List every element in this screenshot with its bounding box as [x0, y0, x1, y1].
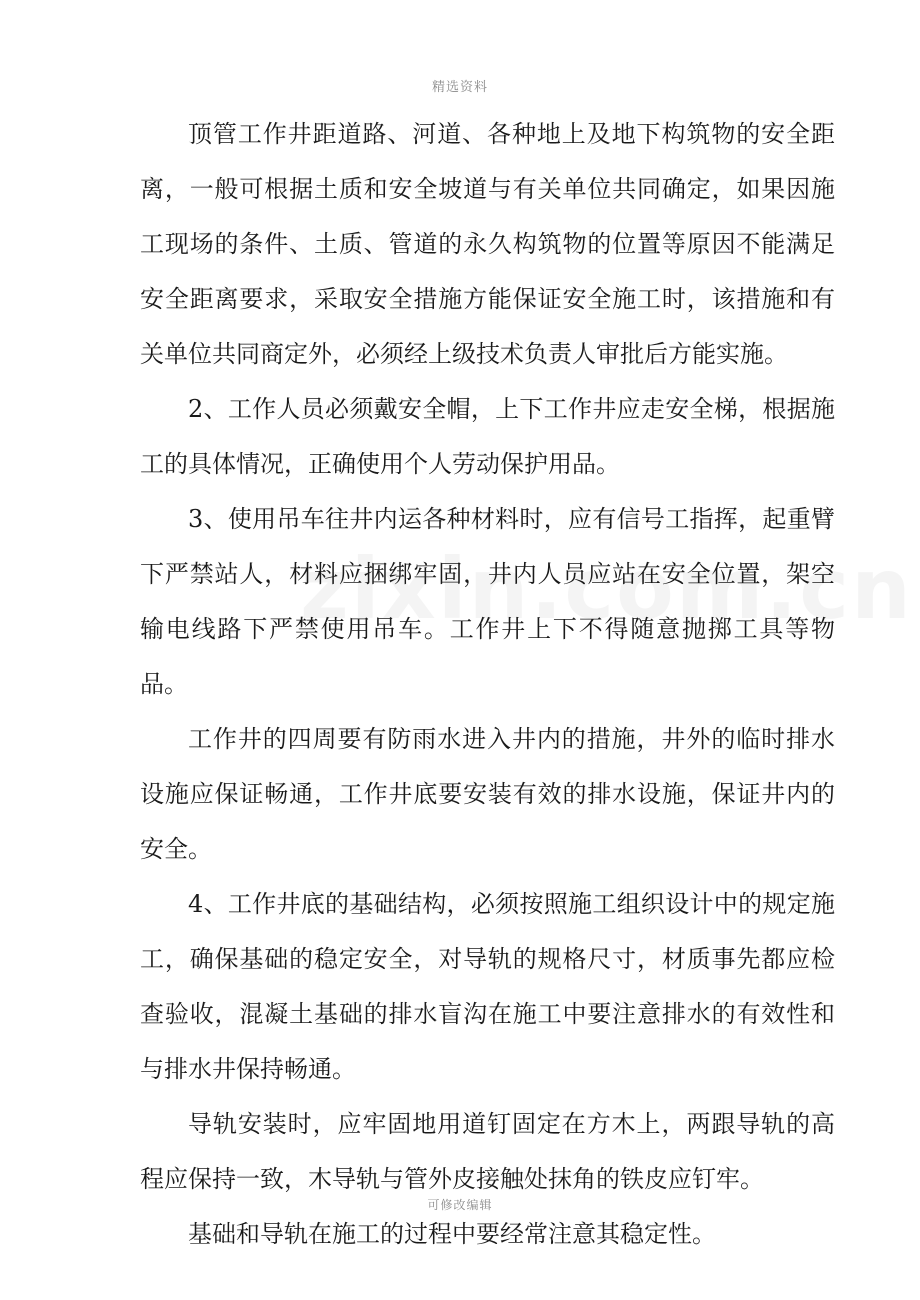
page-header: 精选资料 [431, 80, 488, 95]
paragraph-6: 导轨安装时，应牢固地用道钉固定在方木上，两跟导轨的高程应保持一致，木导轨与管外皮接触处抹角的铁皮应钉牢。 [140, 1110, 835, 1193]
document-body [140, 107, 835, 1262]
paragraph-5: 4、工作井底的基础结构，必须按照施工组织设计中的规定施工，确保基础的稳定安全，对导轨的规格尺寸，材质事先都应检查验收，混凝土基础的排水盲沟在施工中要注意排水的有效性和与排水井保持畅通。 [140, 890, 835, 1083]
paragraph-4: 工作井的四周要有防雨水进入井内的措施，井外的临时排水设施应保证畅通，工作井底要安装有效的排水设施，保证井内的安全。 [140, 725, 835, 863]
paragraph-3: 3、使用吊车往井内运各种材料时，应有信号工指挥，起重臂下严禁站人，材料应捆绑牢固，井内人员应站在安全位置，架空输电线路下严禁使用吊车。工作井上下不得随意抛掷工具等物品。 [140, 505, 835, 698]
paragraph-7: 基础和导轨在施工的过程中要经常注意其稳定性。 [188, 1220, 716, 1248]
paragraph-1: 顶管工作井距道路、河道、各种地上及地下构筑物的安全距离，一般可根据土质和安全坡道与有关单位共同确定，如果因施工现场的条件、土质、管道的永久构筑物的位置等原因不能满足安全距离要求，采取安全措施方能保证安全施工时，该措施和有关单位共同商定外，必须经上级技术负责人审批后方能实施。 [140, 120, 835, 368]
paragraph-2: 2、工作人员必须戴安全帽，上下工作井应走安全梯，根据施工的具体情况，正确使用个人劳动保护用品。 [140, 395, 835, 478]
page-footer: 可修改编辑 [427, 1198, 493, 1212]
